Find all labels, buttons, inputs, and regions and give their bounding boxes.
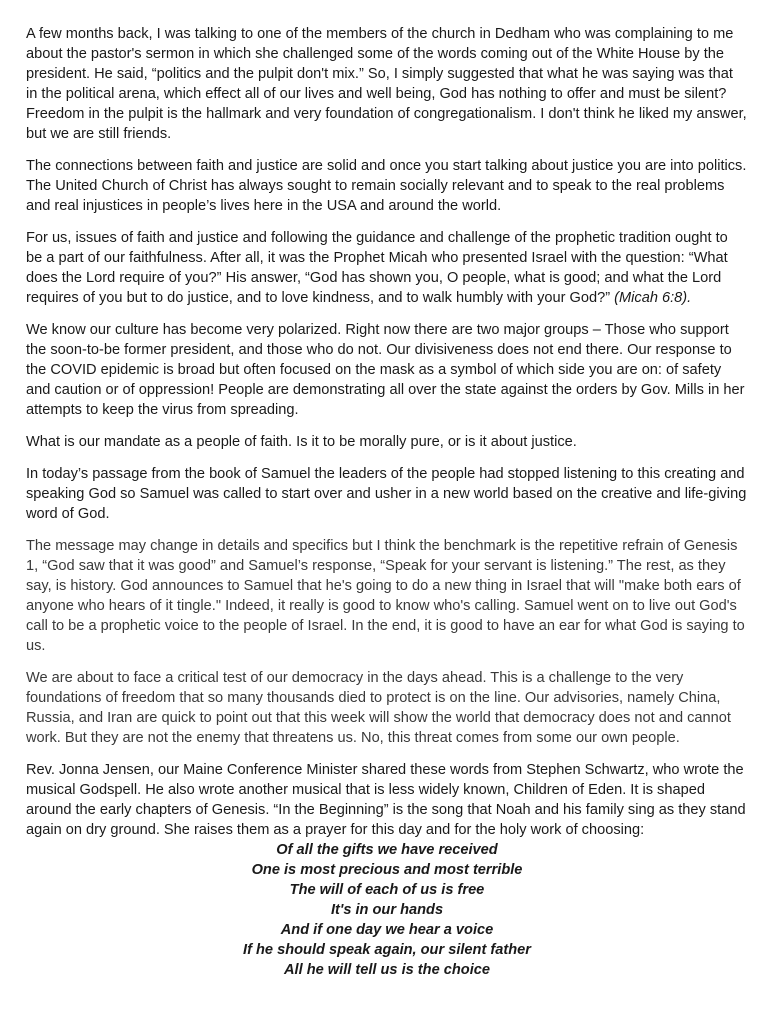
poem-line: All he will tell us is the choice xyxy=(284,962,490,978)
poem-line: If he should speak again, our silent father xyxy=(243,942,531,958)
paragraph-schwartz: Rev. Jonna Jensen, our Maine Conference Minister shared these words from Stephen Schwartz, who wrote the musical Godspell. He also wrote another musical that is less widely known, Children of Eden. It is shaped around the early chapters of Genesis. “In the Beginning” is the song that Noah and his family sing as they stand again on dry ground. She raises them as a prayer for this day and for the holy work of choosing: xyxy=(26,762,746,838)
poem xyxy=(26,840,748,980)
poem-line: Of all the gifts we have received xyxy=(276,842,498,858)
paragraph-politics-pulpit: A few months back, I was talking to one of the members of the church in Dedham who was complaining to me about the pastor's sermon in which she challenged some of the words coming out of the White House by the president. He said, “politics and the pulpit don't mix.” So, I simply suggested that what he was saying was that in the political arena, which effect all of our lives and well being, God has nothing to offer and must be silent? Freedom in the pulpit is the hallmark and very foundation of congregationalism. I don't think he liked my answer, but we are still friends. xyxy=(26,26,747,142)
paragraph-polarized: We know our culture has become very polarized. Right now there are two major groups – Those who support the soon-to-be former president, and those who do not. Our divisiveness does not end there. Our response to the COVID epidemic is broad but often focused on the mask as a symbol of which side you are on: of safety and caution or of oppression! People are demonstrating all over the state against the orders by Gov. Mills in her attempts to keep the virus from spreading. xyxy=(26,322,745,418)
poem-line: One is most precious and most terrible xyxy=(251,862,523,878)
poem-line: And if one day we hear a voice xyxy=(280,922,494,938)
paragraph-micah xyxy=(26,228,748,308)
micah-citation: (Micah 6:8). xyxy=(614,290,692,306)
poem-line: It's in our hands xyxy=(330,902,444,918)
paragraph-faith-justice: The connections between faith and justice are solid and once you start talking about justice you are into politics. The United Church of Christ has always sought to remain socially relevant and to speak to the real problems and real injustices in people’s lives here in the USA and around the world. xyxy=(26,158,747,214)
paragraph-genesis: The message may change in details and specifics but I think the benchmark is the repetitive refrain of Genesis 1, “God saw that it was good” and Samuel’s response, “Speak for your servant is listening.” The rest, as they say, is history. God announces to Samuel that he's going to do a new thing in Israel that will "make both ears of anyone who hears of it tingle." Indeed, it really is good to know who's calling. Samuel went on to live out God's call to be a prophetic voice to the people of Israel. In the end, it is good to have an ear for what God is saying to us. xyxy=(26,538,745,654)
paragraph-micah-text: For us, issues of faith and justice and following the guidance and challenge of the prophetic tradition ought to be a part of our faithfulness. After all, it was the Prophet Micah who presented Israel with the question: “What does the Lord require of you?” His answer, “God has shown you, O people, what is good; and what the Lord requires of you but to do justice, and to love kindness, and to walk humbly with your God?” xyxy=(26,230,728,306)
paragraph-samuel: In today’s passage from the book of Samuel the leaders of the people had stopped listening to this creating and speaking God so Samuel was called to start over and usher in a new world based on the creative and life-giving word of God. xyxy=(26,466,747,522)
paragraph-democracy: We are about to face a critical test of our democracy in the days ahead. This is a challenge to the very foundations of freedom that so many thousands died to protect is on the line. Our advisories, namely China, Russia, and Iran are quick to point out that this week will show the world that democracy does not and cannot work. But they are not the enemy that threatens us. No, this threat comes from some our own people. xyxy=(26,670,731,746)
paragraph-mandate: What is our mandate as a people of faith. Is it to be morally pure, or is it about justice. xyxy=(26,434,577,450)
poem-line: The will of each of us is free xyxy=(289,882,485,898)
